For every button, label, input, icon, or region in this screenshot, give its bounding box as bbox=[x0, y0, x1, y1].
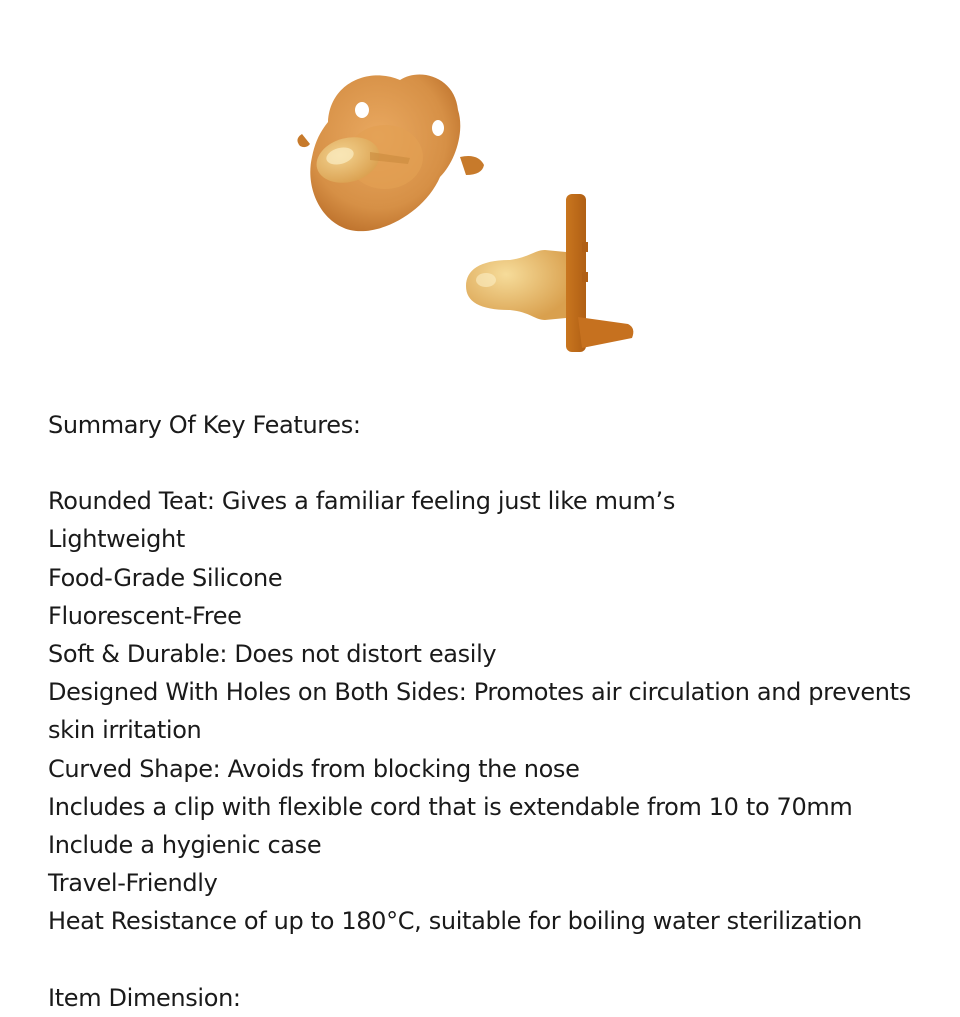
pacifier-illustration bbox=[290, 62, 650, 362]
product-description bbox=[48, 406, 938, 1017]
feature-item: Curved Shape: Avoids from blocking the nose bbox=[48, 754, 580, 783]
pacifier-side-view bbox=[466, 194, 633, 352]
spacer bbox=[48, 444, 938, 482]
product-image bbox=[290, 62, 650, 362]
feature-item: Designed With Holes on Both Sides: Promotes air circulation and prevents skin irritation bbox=[48, 678, 911, 745]
feature-item: Includes a clip with flexible cord that is extendable from 10 to 70mm bbox=[48, 792, 853, 821]
feature-list bbox=[48, 482, 938, 940]
feature-item: Lightweight bbox=[48, 525, 185, 554]
feature-item: Heat Resistance of up to 180°C, suitable for boiling water sterilization bbox=[48, 907, 862, 936]
dimension-heading: Item Dimension: bbox=[48, 983, 241, 1012]
feature-item: Fluorescent-Free bbox=[48, 601, 242, 630]
feature-item: Include a hygienic case bbox=[48, 831, 322, 860]
feature-item: Food-Grade Silicone bbox=[48, 563, 283, 592]
feature-item: Travel-Friendly bbox=[48, 869, 218, 898]
feature-item: Soft & Durable: Does not distort easily bbox=[48, 640, 497, 669]
summary-heading: Summary Of Key Features: bbox=[48, 411, 361, 439]
spacer bbox=[48, 941, 938, 979]
pacifier-front-view bbox=[297, 74, 484, 231]
feature-item: Rounded Teat: Gives a familiar feeling just like mum’s bbox=[48, 487, 675, 516]
